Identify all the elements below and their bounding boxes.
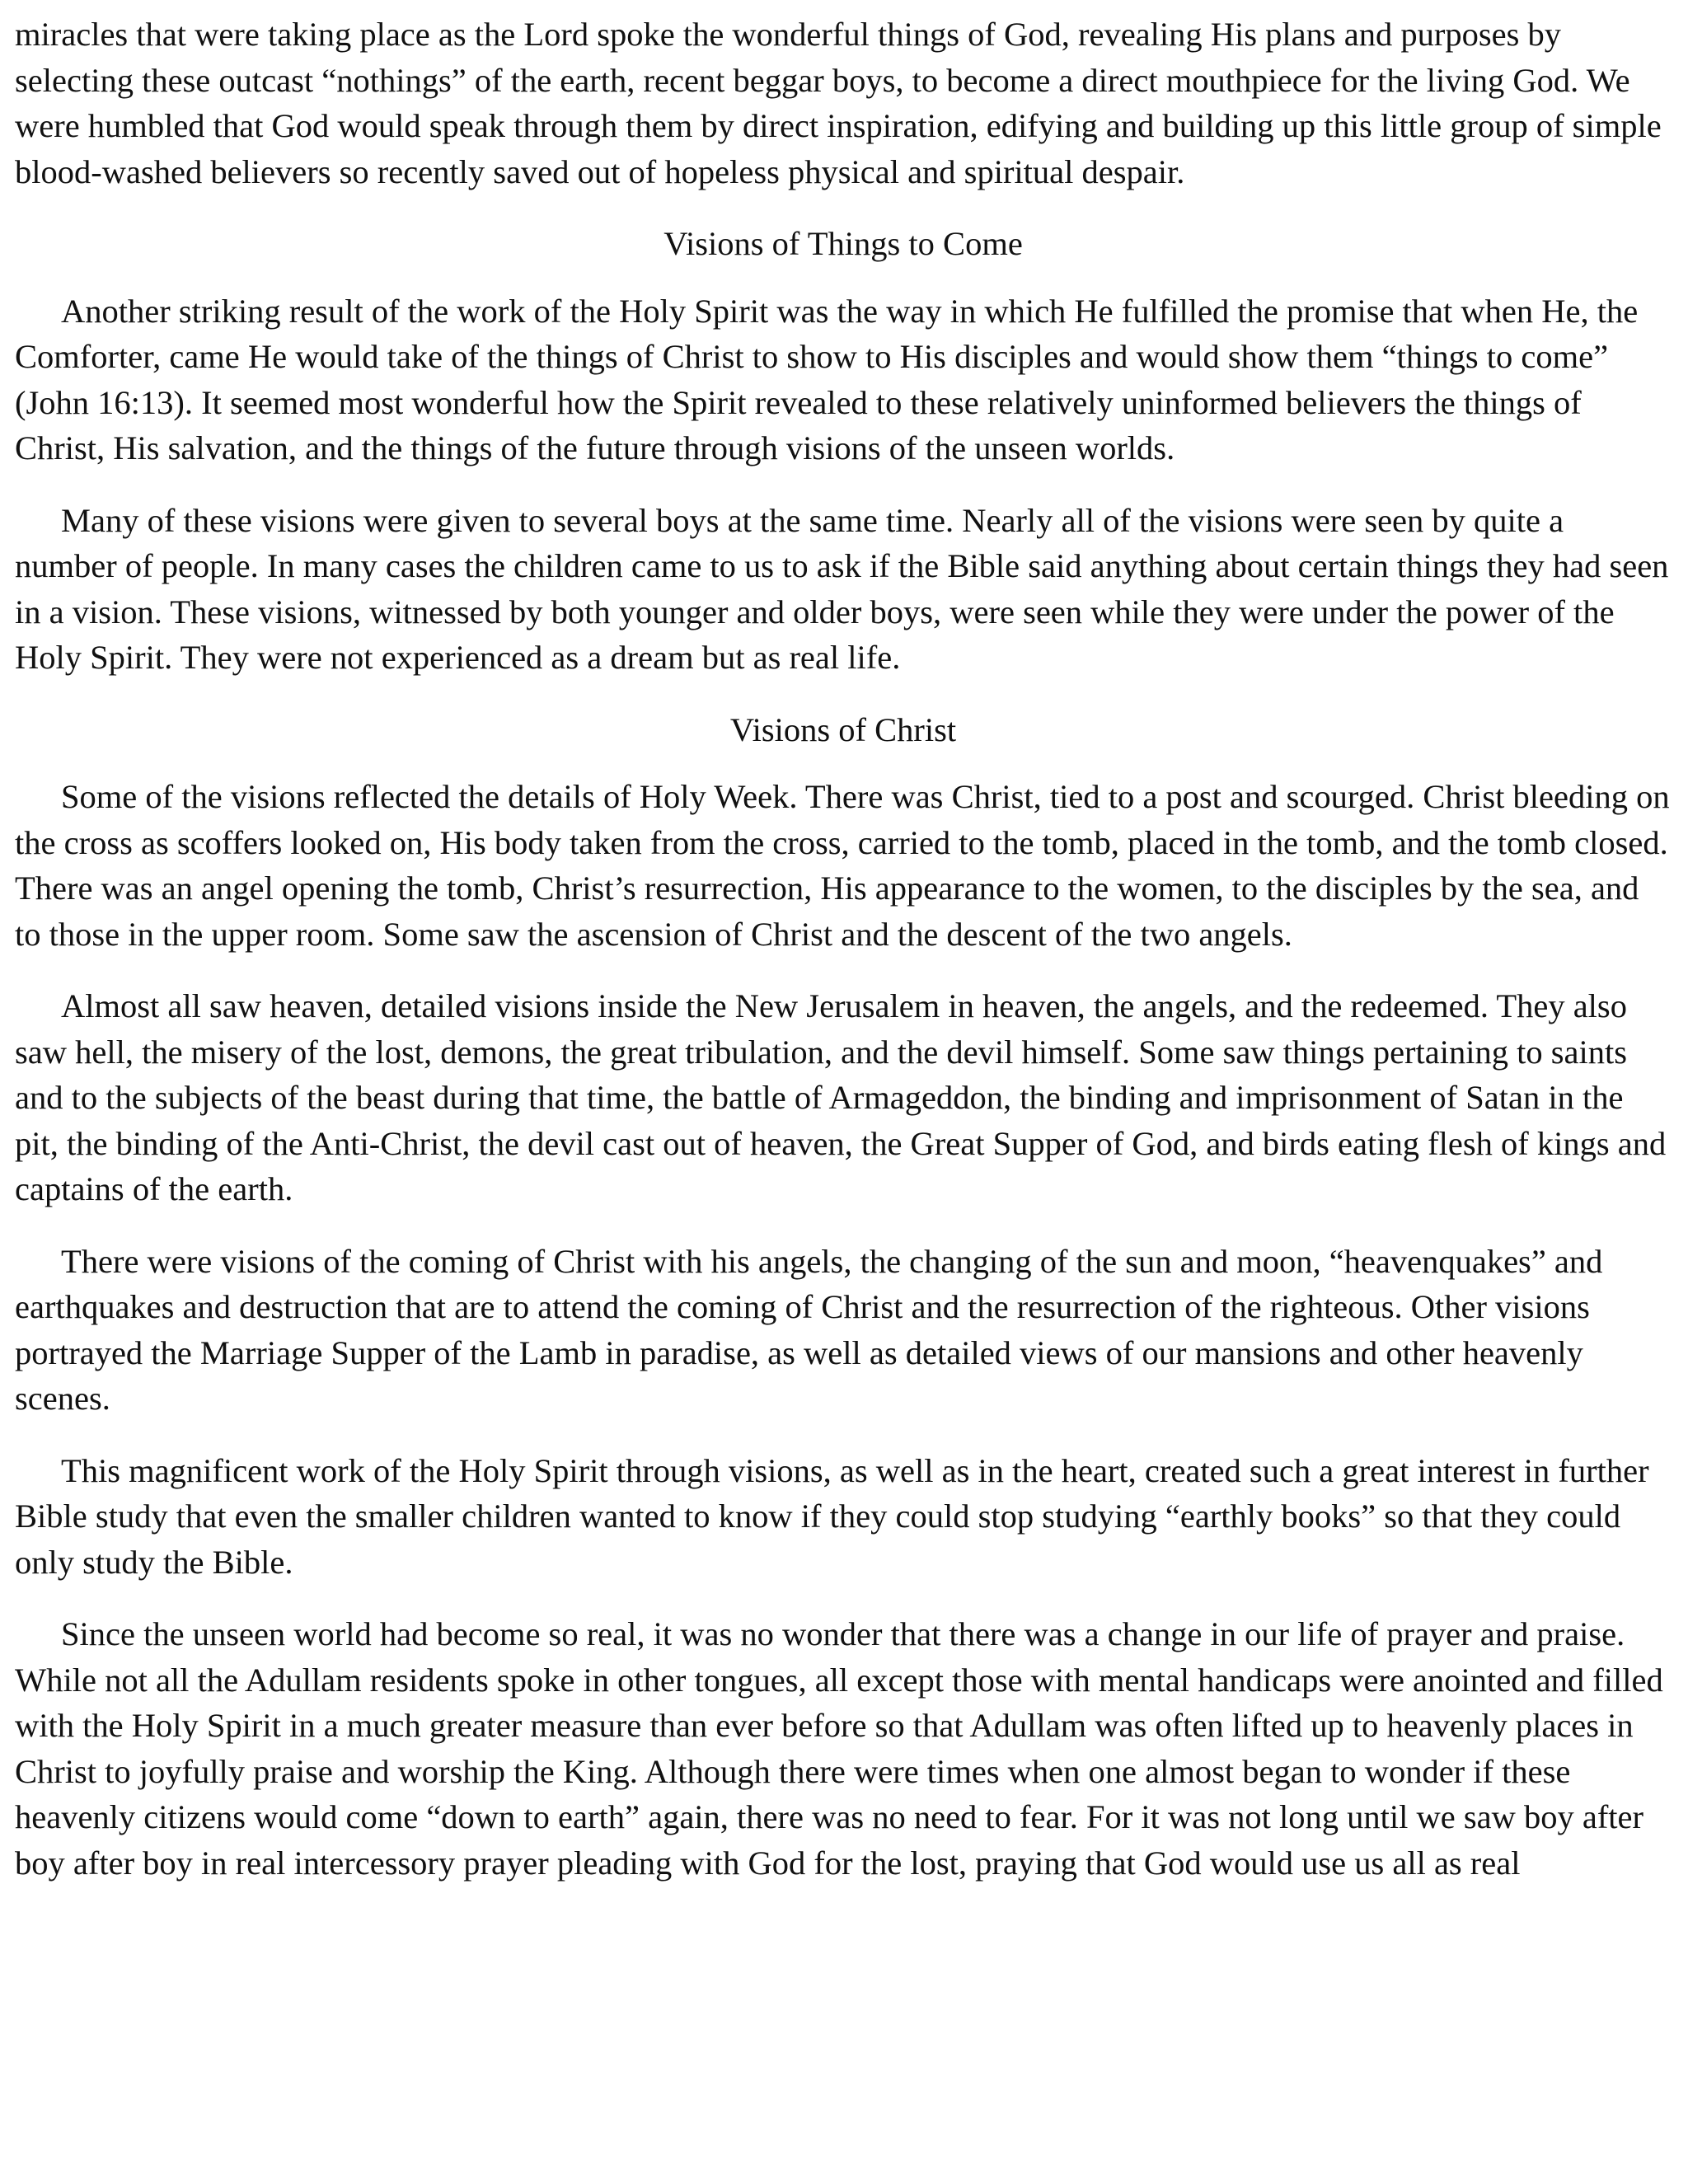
section-heading-visions-of-christ: Visions of Christ: [729, 710, 957, 748]
paragraph: Many of these visions were given to several boys at the same time. Nearly all of the visions were seen by quite a number of people. In many cases the children came to us to ask if the Bible said anything about certain things they had seen in a vision. These visions, witnessed by both younger and older boys, were seen while they were under the power of the Holy Spirit. They were not experienced as a dream but as real life.: [15, 501, 1669, 676]
paragraph-continued: miracles that were taking place as the Lord spoke the wonderful things of God, revealing His plans and purposes by selecting these outcast “nothings” of the earth, recent beggar boys, to become a direct mouthpiece for the living God. We were humbled that God would speak through them by direct inspiration, edifying and building up this little group of simple blood-washed believers so recently saved out of hopeless physical and spiritual despair.: [15, 16, 1662, 190]
section-heading-visions-of-things-to-come: Visions of Things to Come: [663, 225, 1023, 262]
paragraph: Since the unseen world had become so real, it was no wonder that there was a change in our life of prayer and praise. While not all the Adullam residents spoke in other tongues, all except those with mental handicaps were anointed and filled with the Holy Spirit in a much greater measure than ever before so that Adullam was often lifted up to heavenly places in Christ to joyfully praise and worship the King. Although there were times when one almost began to wonder if these heavenly citizens would come “down to earth” again, there was no need to fear. For it was not long until we saw boy after boy after boy in real intercessory prayer pleading with God for the lost, praying that God would use us all as real: [15, 1615, 1663, 1882]
paragraph: Almost all saw heaven, detailed visions inside the New Jerusalem in heaven, the angels, and the redeemed. They also saw hell, the misery of the lost, demons, the great tribulation, and the devil himself. Some saw things pertaining to saints and to the subjects of the beast during that time, the battle of Armageddon, the binding and imprisonment of Satan in the pit, the binding of the Anti-Christ, the devil cast out of heaven, the Great Supper of God, and birds eating flesh of kings and captains of the earth.: [15, 987, 1667, 1207]
paragraph: There were visions of the coming of Christ with his angels, the changing of the sun and moon, “heavenquakes” and earthquakes and destruction that are to attend the coming of Christ and the resurrection of the righteous. Other visions portrayed the Marriage Supper of the Lamb in paradise, as well as detailed views of our mansions and other heavenly scenes.: [15, 1242, 1603, 1417]
paragraph: Some of the visions reflected the details of Holy Week. There was Christ, tied to a post and scourged. Christ bleeding on the cross as scoffers looked on, His body taken from the cross, carried to the tomb, placed in the tomb, and the tomb closed. There was an angel opening the tomb, Christ’s resurrection, His appearance to the women, to the disciples by the sea, and to those in the upper room. Some saw the ascension of Christ and the descent of the two angels.: [15, 778, 1670, 953]
paragraph: This magnificent work of the Holy Spirit through visions, as well as in the heart, created such a great interest in further Bible study that even the smaller children wanted to know if they could stop studying “earthly books” so that they could only study the Bible.: [15, 1451, 1649, 1581]
paragraph: Another striking result of the work of the Holy Spirit was the way in which He fulfilled the promise that when He, the Comforter, came He would take of the things of Christ to show to His disciples and would show them “things to come” (John 16:13). It seemed most wonderful how the Spirit revealed to these relatively uninformed believers the things of Christ, His salvation, and the things of the future through visions of the unseen worlds.: [15, 292, 1639, 466]
